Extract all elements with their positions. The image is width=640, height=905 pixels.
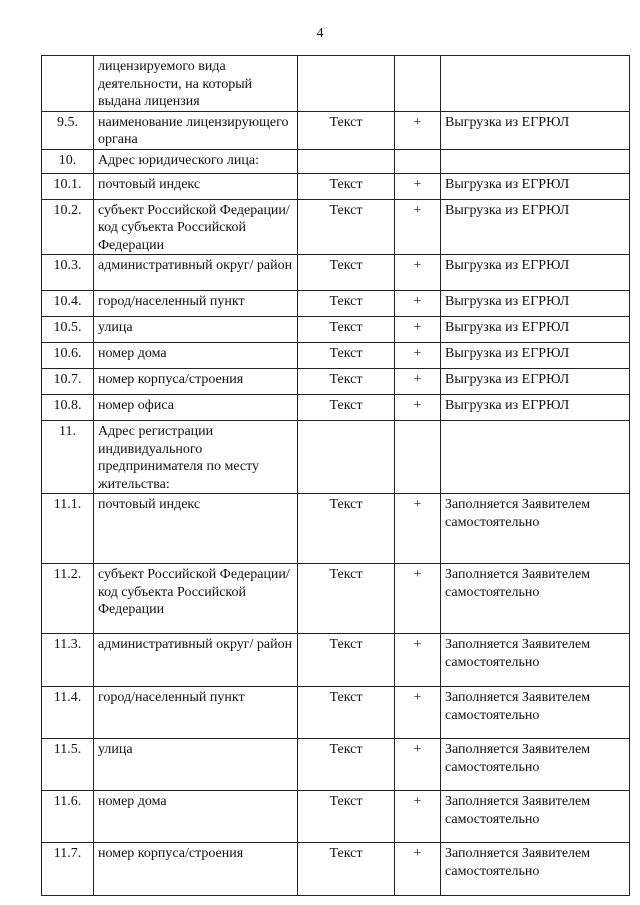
table-row	[42, 343, 630, 369]
required-mark: +	[395, 173, 441, 199]
field-type: Текст	[298, 199, 395, 255]
data-source: Заполняется Заявителем самостоятельно	[441, 494, 630, 564]
field-name: город/населенный пункт	[94, 291, 298, 317]
required-mark: +	[395, 317, 441, 343]
data-source: Выгрузка из ЕГРЮЛ	[441, 255, 630, 291]
table-row	[42, 739, 630, 791]
table-row	[42, 255, 630, 291]
row-number: 11.5.	[42, 739, 94, 791]
required-mark: +	[395, 291, 441, 317]
field-type	[298, 421, 395, 494]
data-source: Заполняется Заявителем самостоятельно	[441, 843, 630, 896]
row-number: 10.6.	[42, 343, 94, 369]
required-mark	[395, 56, 441, 112]
row-number: 11.2.	[42, 564, 94, 634]
data-source: Выгрузка из ЕГРЮЛ	[441, 369, 630, 395]
required-mark: +	[395, 634, 441, 687]
field-name: Адрес юридического лица:	[94, 149, 298, 173]
field-name: номер дома	[94, 343, 298, 369]
field-type: Текст	[298, 739, 395, 791]
row-number: 10.5.	[42, 317, 94, 343]
data-source: Заполняется Заявителем самостоятельно	[441, 687, 630, 739]
required-mark: +	[395, 343, 441, 369]
table-row	[42, 421, 630, 494]
row-number: 11.7.	[42, 843, 94, 896]
field-name: номер офиса	[94, 395, 298, 421]
row-number: 10.4.	[42, 291, 94, 317]
row-number: 11.3.	[42, 634, 94, 687]
required-mark: +	[395, 564, 441, 634]
field-name: номер корпуса/строения	[94, 369, 298, 395]
table-row	[42, 173, 630, 199]
field-type: Текст	[298, 317, 395, 343]
table-row	[42, 687, 630, 739]
row-number: 11.1.	[42, 494, 94, 564]
row-number: 10.3.	[42, 255, 94, 291]
field-name: улица	[94, 317, 298, 343]
required-mark: +	[395, 111, 441, 149]
table-row	[42, 317, 630, 343]
required-mark	[395, 421, 441, 494]
required-mark: +	[395, 791, 441, 843]
data-source	[441, 56, 630, 112]
data-source: Выгрузка из ЕГРЮЛ	[441, 317, 630, 343]
data-source: Заполняется Заявителем самостоятельно	[441, 739, 630, 791]
row-number: 10.7.	[42, 369, 94, 395]
field-type: Текст	[298, 634, 395, 687]
row-number: 11.6.	[42, 791, 94, 843]
field-name: номер дома	[94, 791, 298, 843]
table-row	[42, 395, 630, 421]
field-type: Текст	[298, 111, 395, 149]
field-name: Адрес регистрации индивидуального предпринимателя по месту жительства:	[94, 421, 298, 494]
required-mark: +	[395, 395, 441, 421]
data-source: Выгрузка из ЕГРЮЛ	[441, 199, 630, 255]
requirements-table	[41, 55, 630, 896]
field-type: Текст	[298, 369, 395, 395]
row-number	[42, 56, 94, 112]
required-mark: +	[395, 739, 441, 791]
data-source	[441, 421, 630, 494]
table-row	[42, 564, 630, 634]
table-row	[42, 369, 630, 395]
table-row	[42, 791, 630, 843]
table-row	[42, 149, 630, 173]
data-source: Выгрузка из ЕГРЮЛ	[441, 343, 630, 369]
table-row	[42, 111, 630, 149]
field-type: Текст	[298, 494, 395, 564]
field-name: почтовый индекс	[94, 173, 298, 199]
field-type: Текст	[298, 687, 395, 739]
table-row	[42, 634, 630, 687]
required-mark	[395, 149, 441, 173]
data-source: Заполняется Заявителем самостоятельно	[441, 634, 630, 687]
data-source	[441, 149, 630, 173]
data-source: Выгрузка из ЕГРЮЛ	[441, 173, 630, 199]
data-source: Выгрузка из ЕГРЮЛ	[441, 395, 630, 421]
page-number: 4	[316, 26, 324, 41]
field-name: административный округ/ район	[94, 634, 298, 687]
field-type: Текст	[298, 564, 395, 634]
table-row	[42, 494, 630, 564]
table-row	[42, 843, 630, 896]
field-type	[298, 149, 395, 173]
field-name: субъект Российской Федерации/код субъекта Российской Федерации	[94, 199, 298, 255]
row-number: 9.5.	[42, 111, 94, 149]
data-source: Выгрузка из ЕГРЮЛ	[441, 111, 630, 149]
field-type: Текст	[298, 395, 395, 421]
field-type: Текст	[298, 843, 395, 896]
field-type: Текст	[298, 791, 395, 843]
required-mark: +	[395, 494, 441, 564]
row-number: 10.8.	[42, 395, 94, 421]
row-number: 11.4.	[42, 687, 94, 739]
field-name: город/населенный пункт	[94, 687, 298, 739]
required-mark: +	[395, 843, 441, 896]
field-name: номер корпуса/строения	[94, 843, 298, 896]
field-name: наименование лицензирующего органа	[94, 111, 298, 149]
data-source: Заполняется Заявителем самостоятельно	[441, 564, 630, 634]
table-row	[42, 199, 630, 255]
required-mark: +	[395, 369, 441, 395]
field-name: почтовый индекс	[94, 494, 298, 564]
field-type: Текст	[298, 343, 395, 369]
table-row	[42, 291, 630, 317]
row-number: 10.1.	[42, 173, 94, 199]
field-type: Текст	[298, 173, 395, 199]
table-row	[42, 56, 630, 112]
required-mark: +	[395, 255, 441, 291]
row-number: 10.2.	[42, 199, 94, 255]
field-name: лицензируемого вида деятельности, на который выдана лицензия	[94, 56, 298, 112]
required-mark: +	[395, 687, 441, 739]
required-mark: +	[395, 199, 441, 255]
field-name: улица	[94, 739, 298, 791]
data-source: Выгрузка из ЕГРЮЛ	[441, 291, 630, 317]
field-name: субъект Российской Федерации/код субъекта Российской Федерации	[94, 564, 298, 634]
field-type: Текст	[298, 291, 395, 317]
field-name: административный округ/ район	[94, 255, 298, 291]
field-type	[298, 56, 395, 112]
row-number: 10.	[42, 149, 94, 173]
row-number: 11.	[42, 421, 94, 494]
field-type: Текст	[298, 255, 395, 291]
data-source: Заполняется Заявителем самостоятельно	[441, 791, 630, 843]
